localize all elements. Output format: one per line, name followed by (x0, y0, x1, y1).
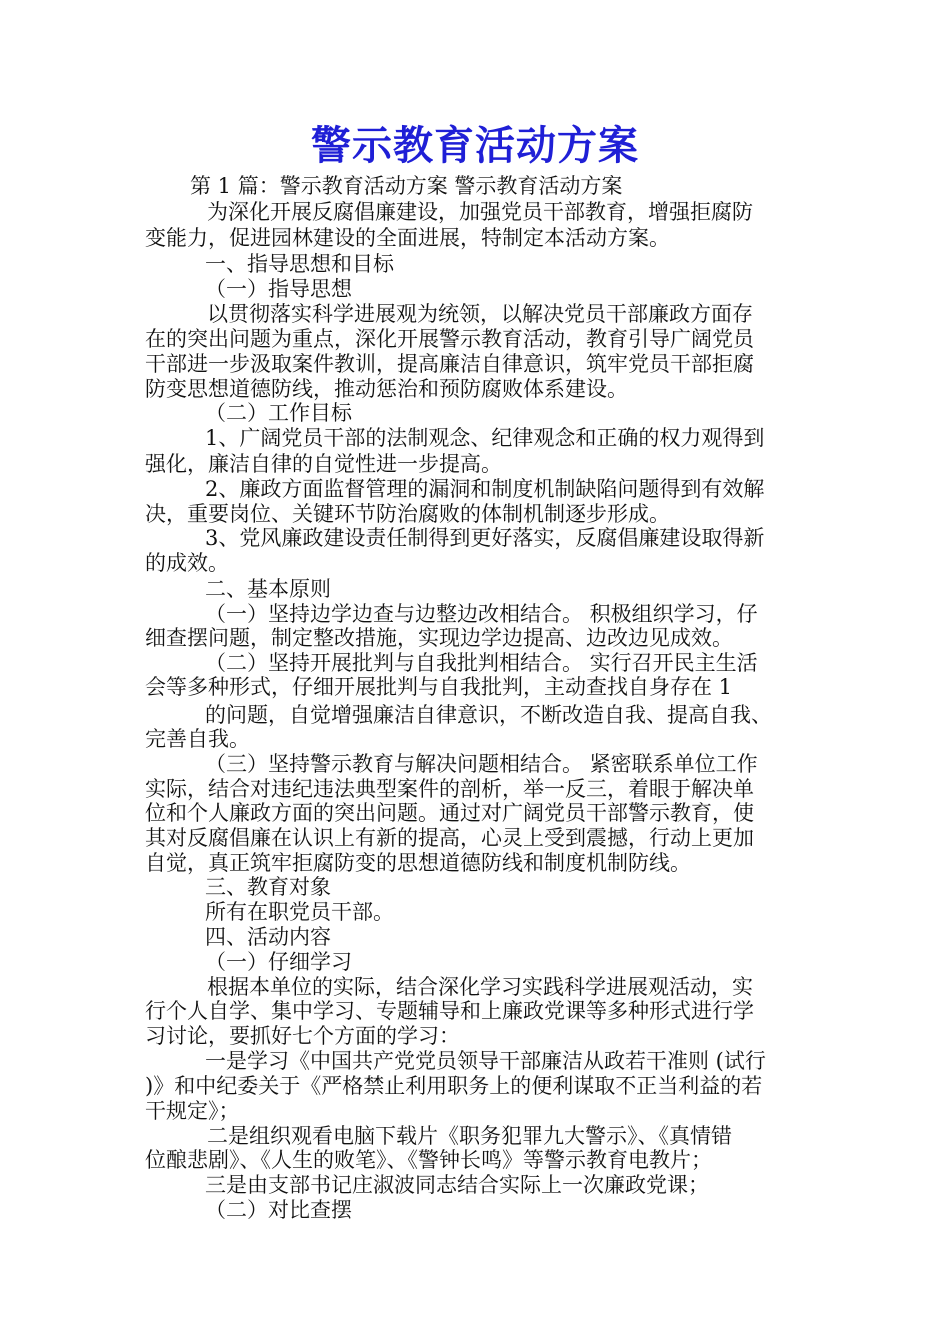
paragraph-line: 以贯彻落实科学进展观为统领，以解决党员干部廉政方面存 (207, 302, 753, 326)
paragraph-line: （二）坚持开展批判与自我批判相结合。 实行召开民主生活 (205, 651, 758, 675)
paragraph-line: 一是学习《中国共产党党员领导干部廉洁从政若干准则 (试行 (205, 1049, 766, 1073)
section-heading: 二、基本原则 (205, 577, 331, 601)
paragraph-line: 为深化开展反腐倡廉建设，加强党员干部教育，增强拒腐防 (207, 200, 753, 224)
paragraph-line: 在的突出问题为重点，深化开展警示教育活动，教育引导广阔党员 (145, 327, 754, 351)
paragraph-line: 自觉，真正筑牢拒腐防变的思想道德防线和制度机制防线。 (145, 851, 691, 875)
paragraph-line: 三是由支部书记庄淑波同志结合实际上一次廉政党课； (205, 1173, 709, 1197)
section-heading: 一、指导思想和目标 (205, 252, 394, 276)
subsection-heading: （一）仔细学习 (205, 950, 352, 974)
subsection-heading: （二）对比查摆 (205, 1198, 352, 1222)
section-heading: 四、活动内容 (205, 925, 331, 949)
paragraph-line: 防变思想道德防线，推动惩治和预防腐败体系建设。 (145, 377, 628, 401)
paragraph-line: 其对反腐倡廉在认识上有新的提高，心灵上受到震撼，行动上更加 (145, 826, 754, 850)
paragraph-line: 会等多种形式，仔细开展批判与自我批判，主动查找自身存在 1 (145, 675, 733, 699)
paragraph-line: 2、廉政方面监督管理的漏洞和制度机制缺陷问题得到有效解 (205, 477, 765, 501)
paragraph-line: （三）坚持警示教育与解决问题相结合。 紧密联系单位工作 (205, 752, 758, 776)
paragraph-line: 实际，结合对违纪违法典型案件的剖析，举一反三，着眼于解决单 (145, 777, 754, 801)
paragraph-line: 位和个人廉政方面的突出问题。通过对广阔党员干部警示教育，使 (145, 801, 754, 825)
paragraph-line: 3、党风廉政建设责任制得到更好落实，反腐倡廉建设取得新 (205, 526, 765, 550)
paragraph-line: )》和中纪委关于《严格禁止利用职务上的便利谋取不正当利益的若 (145, 1074, 763, 1098)
paragraph-line: 1、广阔党员干部的法制观念、纪律观念和正确的权力观得到 (205, 426, 765, 450)
paragraph-line: （一）坚持边学边查与边整边改相结合。 积极组织学习，仔 (205, 602, 758, 626)
section-heading: 三、教育对象 (205, 875, 331, 899)
paragraph-line: 的成效。 (145, 551, 229, 575)
paragraph-line: 干部进一步汲取案件教训，提高廉洁自律意识，筑牢党员干部拒腐 (145, 352, 754, 376)
paragraph-line: 习讨论，要抓好七个方面的学习： (145, 1024, 460, 1048)
paragraph-line: 决，重要岗位、关键环节防治腐败的体制机制逐步形成。 (145, 502, 670, 526)
paragraph-line: 二是组织观看电脑下载片《职务犯罪九大警示》、《真情错 (207, 1124, 732, 1148)
paragraph-line: 强化，廉洁自律的自觉性进一步提高。 (145, 452, 502, 476)
paragraph-line: 细查摆问题，制定整改措施，实现边学边提高、边改边见成效。 (145, 626, 733, 650)
subsection-heading: （二）工作目标 (205, 401, 352, 425)
paragraph-line: 干规定》； (145, 1099, 240, 1123)
paragraph-line: 完善自我。 (145, 727, 250, 751)
paragraph-line: 行个人自学、集中学习、专题辅导和上廉政党课等多种形式进行学 (145, 999, 754, 1023)
document-title: 警示教育活动方案 (311, 123, 639, 169)
subsection-heading: （一）指导思想 (205, 277, 352, 301)
paragraph-line: 所有在职党员干部。 (205, 900, 394, 924)
paragraph-line: 变能力，促进园林建设的全面进展，特制定本活动方案。 (145, 226, 670, 250)
paragraph-line: 第 1 篇：警示教育活动方案 警示教育活动方案 (190, 174, 623, 198)
paragraph-line: 位酿悲剧》、《人生的败笔》、《警钟长鸣》等警示教育电教片； (145, 1148, 712, 1172)
paragraph-line: 根据本单位的实际，结合深化学习实践科学进展观活动，实 (207, 975, 753, 999)
paragraph-line: 的问题，自觉增强廉洁自律意识，不断改造自我、提高自我、 (205, 703, 772, 727)
